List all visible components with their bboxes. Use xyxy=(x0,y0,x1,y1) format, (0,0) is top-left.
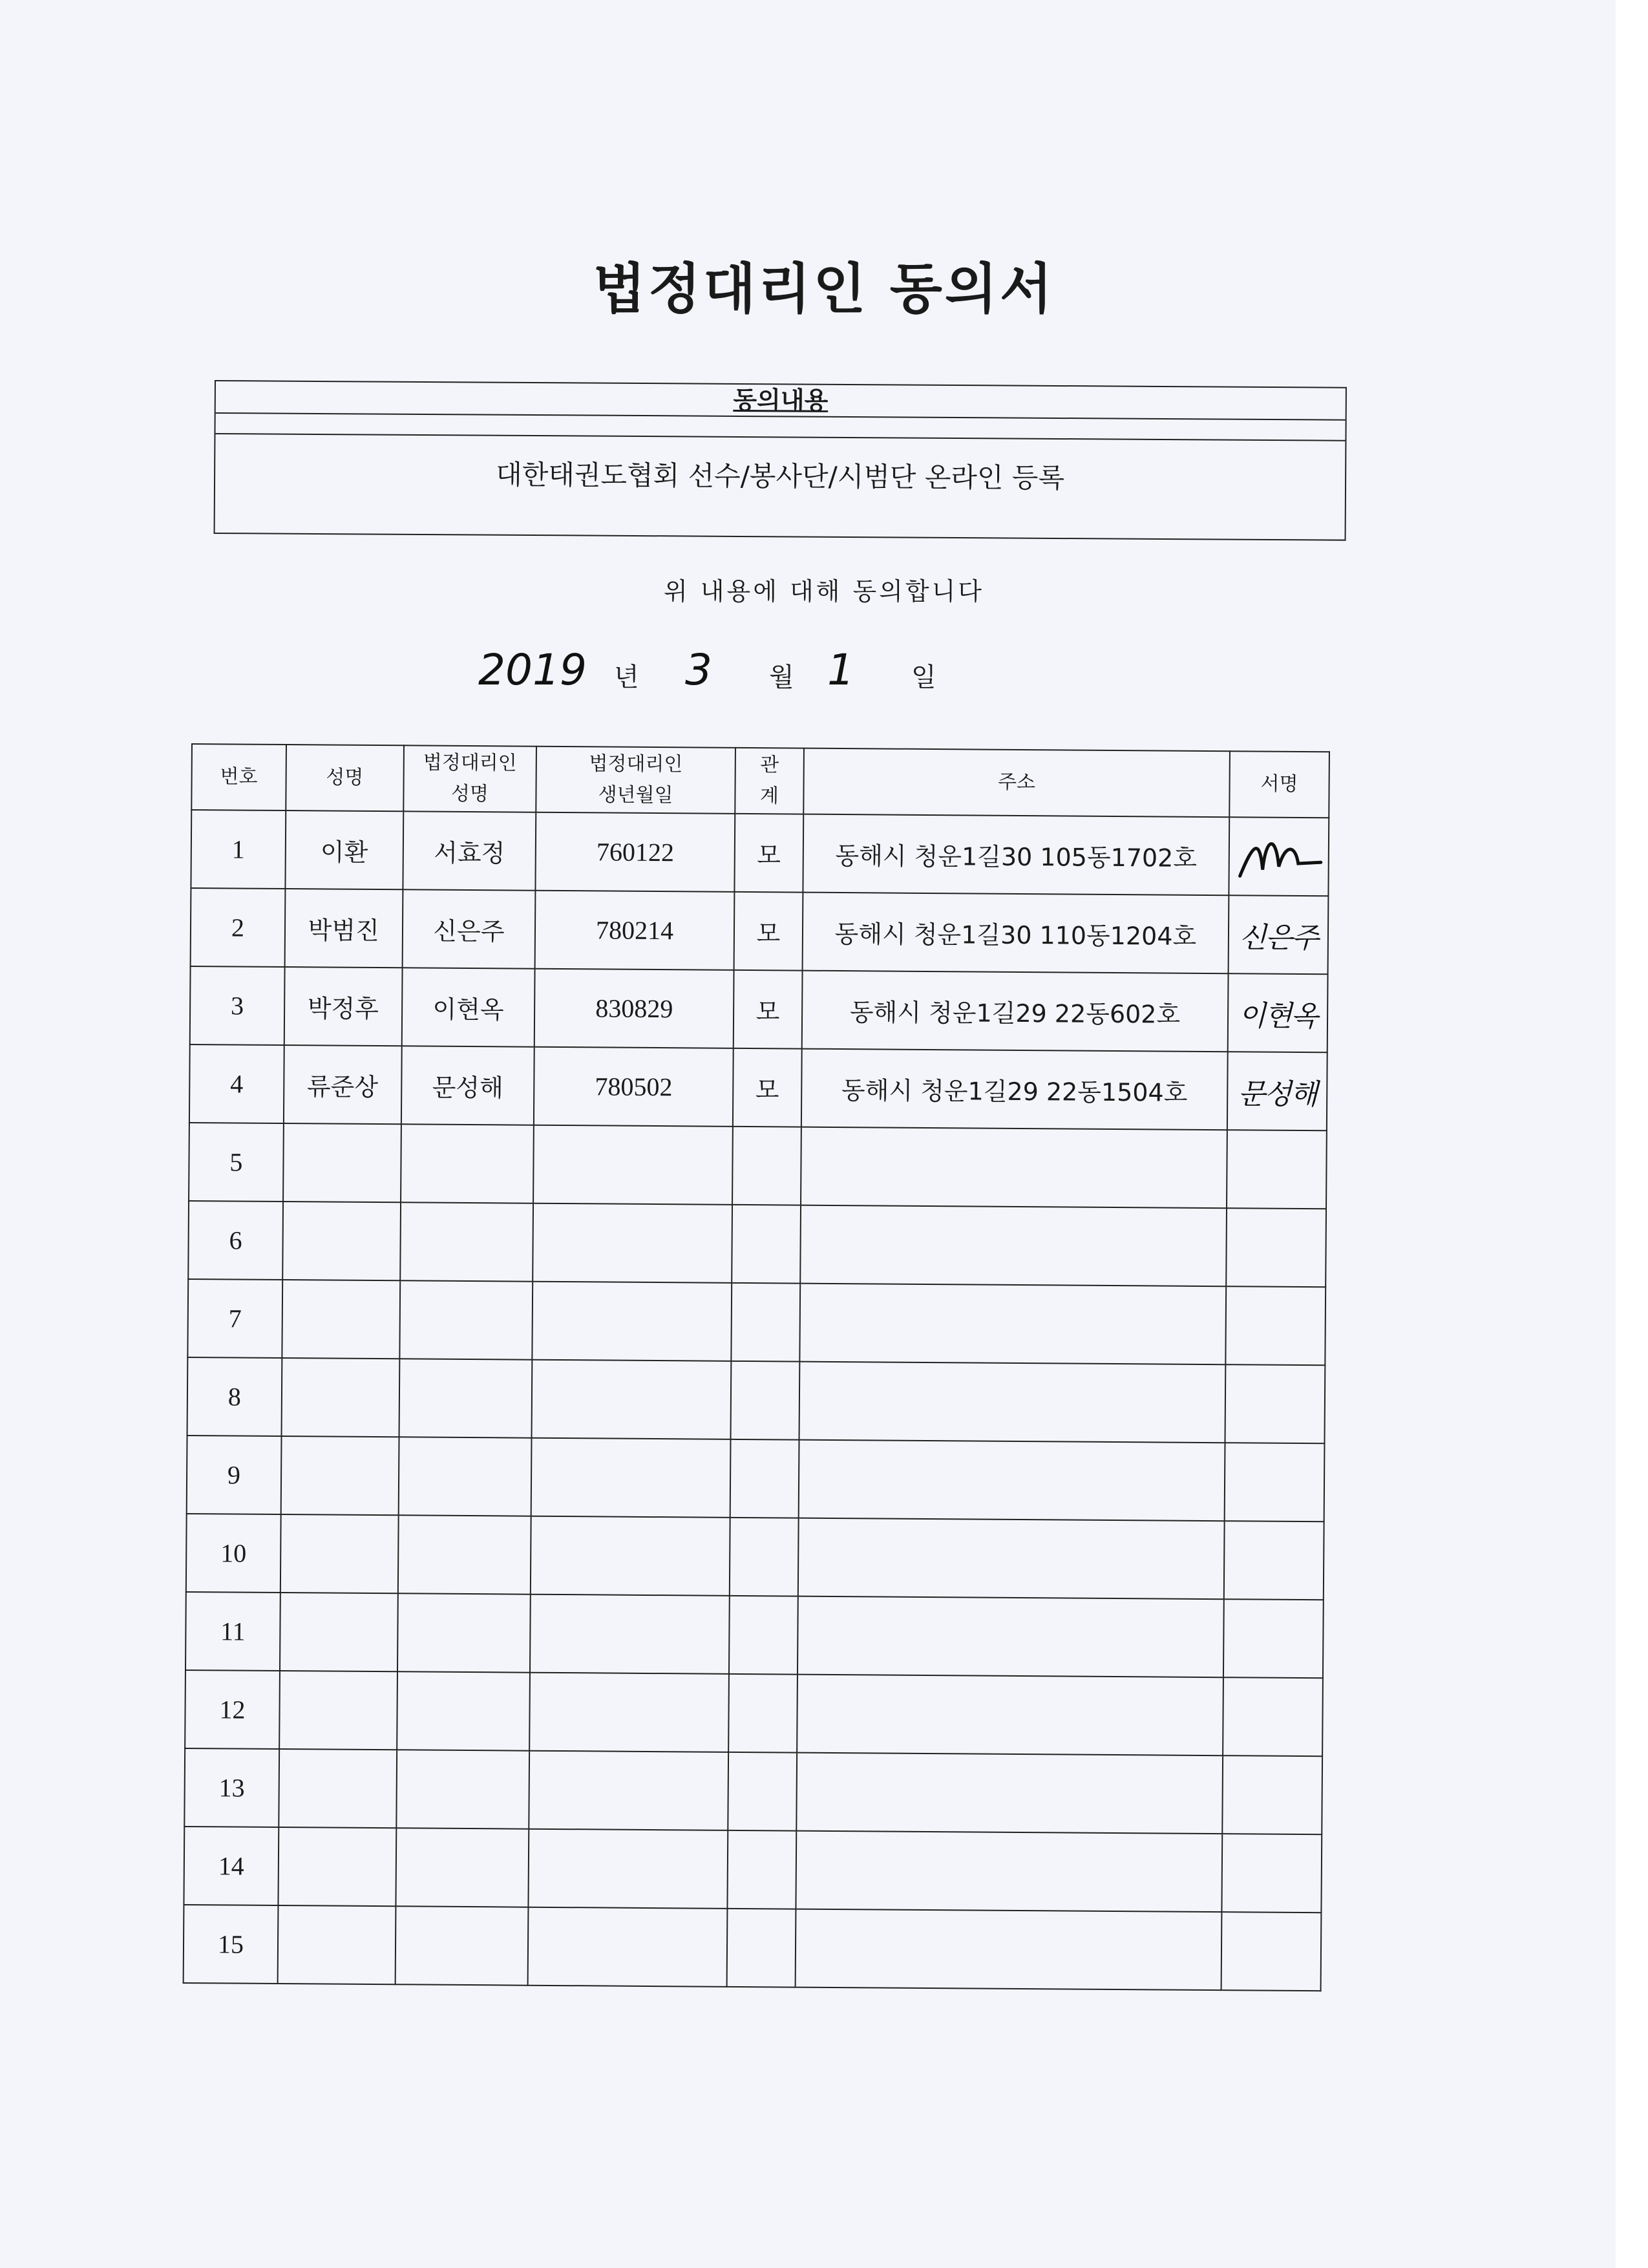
consent-heading: 동의내용 xyxy=(216,381,1346,421)
cell-signature xyxy=(1221,1912,1322,1991)
cell-address: 동해시 청운1길29 22동602호 xyxy=(802,971,1229,1052)
cell-guardian-name xyxy=(398,1437,532,1516)
cell-guardian-name xyxy=(396,1750,530,1828)
cell-relation xyxy=(728,1752,797,1831)
cell-no: 14 xyxy=(184,1827,279,1905)
cell-address xyxy=(800,1205,1227,1287)
cell-no: 8 xyxy=(187,1357,282,1436)
cell-address xyxy=(798,1596,1224,1678)
date-day-label: 일 xyxy=(911,662,936,692)
cell-address xyxy=(799,1284,1226,1365)
header-no: 번호 xyxy=(191,744,286,811)
cell-guardian-birth: 760122 xyxy=(536,812,735,892)
cell-signature xyxy=(1223,1599,1324,1678)
cell-signature: 이현옥 xyxy=(1228,973,1328,1052)
cell-name xyxy=(277,1905,396,1984)
signature-scribble xyxy=(1234,831,1325,883)
header-address: 주소 xyxy=(803,748,1230,818)
table-row xyxy=(184,1905,1322,1991)
cell-guardian-name: 서효정 xyxy=(403,811,536,890)
header-signature: 서명 xyxy=(1229,751,1329,818)
cell-relation xyxy=(727,1830,796,1909)
cell-guardian-name xyxy=(399,1280,533,1359)
cell-guardian-birth xyxy=(529,1829,728,1909)
cell-guardian-name: 문성해 xyxy=(401,1046,534,1125)
cell-guardian-name xyxy=(401,1124,534,1203)
cell-address xyxy=(796,1831,1222,1913)
cell-guardian-birth xyxy=(531,1438,731,1518)
cell-address: 동해시 청운1길30 105동1702호 xyxy=(803,814,1229,896)
cell-guardian-birth xyxy=(528,1907,728,1987)
consent-box xyxy=(214,380,1347,541)
cell-guardian-name xyxy=(400,1202,534,1281)
table-row xyxy=(191,810,1329,896)
table-row xyxy=(187,1279,1326,1365)
cell-guardian-birth xyxy=(531,1516,730,1596)
date-month: 3 xyxy=(685,645,712,695)
cell-address xyxy=(795,1909,1221,1991)
cell-relation xyxy=(732,1205,801,1284)
cell-name: 이환 xyxy=(285,811,403,889)
cell-signature xyxy=(1225,1364,1325,1443)
cell-name xyxy=(282,1280,400,1359)
cell-address xyxy=(799,1440,1225,1521)
cell-guardian-birth: 780502 xyxy=(534,1047,734,1127)
cell-guardian-birth: 830829 xyxy=(534,969,734,1048)
cell-signature: 신은주 xyxy=(1229,895,1329,974)
table-row xyxy=(189,1123,1327,1209)
cell-guardian-birth xyxy=(529,1673,729,1752)
cell-signature xyxy=(1225,1286,1326,1365)
cell-address xyxy=(796,1753,1223,1834)
cell-guardian-name xyxy=(397,1515,531,1594)
date-month-label: 월 xyxy=(769,662,794,692)
cell-address: 동해시 청운1길29 22동1504호 xyxy=(801,1049,1228,1130)
header-relation: 관 계 xyxy=(735,748,804,814)
cell-signature xyxy=(1224,1521,1324,1600)
cell-no: 15 xyxy=(184,1905,279,1984)
cell-no: 12 xyxy=(185,1670,280,1749)
cell-no: 5 xyxy=(189,1123,284,1202)
cell-relation xyxy=(728,1674,798,1753)
cell-signature: 문성해 xyxy=(1227,1052,1327,1130)
cell-no: 11 xyxy=(185,1592,280,1671)
cell-relation xyxy=(727,1909,796,1987)
table-row xyxy=(185,1592,1324,1678)
table-row xyxy=(185,1670,1323,1756)
table-row xyxy=(184,1827,1322,1913)
cell-signature xyxy=(1229,817,1329,896)
cell-guardian-birth xyxy=(533,1282,732,1361)
cell-relation: 모 xyxy=(734,892,803,971)
cell-guardian-name xyxy=(395,1906,529,1985)
cell-no: 6 xyxy=(188,1201,283,1280)
cell-no: 10 xyxy=(186,1514,281,1593)
cell-guardian-name: 신은주 xyxy=(402,889,536,968)
header-guardian-name: 법정대리인 성명 xyxy=(403,745,536,812)
cell-name xyxy=(282,1202,401,1280)
cell-guardian-birth xyxy=(533,1125,733,1205)
cell-guardian-birth xyxy=(532,1360,732,1439)
cell-name xyxy=(283,1123,401,1202)
cell-relation: 모 xyxy=(733,1048,802,1127)
cell-name: 박범진 xyxy=(284,889,403,968)
table-row xyxy=(187,1436,1325,1521)
cell-relation: 모 xyxy=(734,814,803,893)
cell-address xyxy=(799,1362,1225,1443)
cell-guardian-name: 이현옥 xyxy=(401,968,535,1046)
cell-address xyxy=(801,1127,1227,1209)
cell-no: 1 xyxy=(191,810,286,889)
cell-relation xyxy=(729,1596,798,1675)
cell-no: 4 xyxy=(189,1044,284,1123)
table-row xyxy=(191,888,1329,974)
cell-name xyxy=(281,1358,399,1437)
table-row xyxy=(189,1044,1327,1130)
cell-guardian-birth xyxy=(530,1595,730,1674)
cell-guardian-name xyxy=(396,1828,529,1907)
cell-relation xyxy=(731,1283,800,1362)
consent-content: 대한태권도협회 선수/봉사단/시범단 온라인 등록 xyxy=(496,458,1065,494)
cell-name xyxy=(280,1593,398,1671)
cell-no: 7 xyxy=(187,1279,282,1358)
header-guardian-birth: 법정대리인 생년월일 xyxy=(536,747,735,814)
cell-relation xyxy=(730,1518,799,1596)
document-title: 법정대리인 동의서 xyxy=(593,257,1055,321)
cell-signature xyxy=(1223,1677,1323,1756)
cell-address xyxy=(797,1675,1223,1756)
cell-signature xyxy=(1222,1755,1322,1834)
date-day: 1 xyxy=(827,645,854,695)
cell-guardian-name xyxy=(399,1359,533,1437)
cell-guardian-name xyxy=(397,1671,531,1750)
table-row xyxy=(187,1357,1326,1443)
table-row xyxy=(184,1748,1322,1834)
date-year: 2019 xyxy=(478,645,587,695)
cell-relation xyxy=(731,1361,800,1440)
cell-no: 3 xyxy=(190,966,285,1045)
date-year-label: 년 xyxy=(614,662,639,692)
cell-signature xyxy=(1227,1130,1327,1209)
agreement-statement: 위 내용에 대해 동의합니다 xyxy=(663,577,985,606)
table-row xyxy=(190,966,1328,1052)
cell-name xyxy=(279,1671,397,1750)
cell-name xyxy=(281,1436,399,1515)
cell-relation xyxy=(732,1127,801,1205)
cell-guardian-birth xyxy=(533,1203,733,1283)
cell-no: 9 xyxy=(187,1436,282,1514)
cell-guardian-name xyxy=(397,1593,531,1672)
cell-name: 류준상 xyxy=(284,1045,402,1124)
cell-name: 박정후 xyxy=(284,967,403,1046)
table-row xyxy=(188,1201,1326,1287)
cell-name xyxy=(279,1749,397,1828)
table-row xyxy=(186,1514,1324,1600)
cell-signature xyxy=(1221,1834,1322,1913)
cell-relation: 모 xyxy=(734,970,803,1049)
cell-address: 동해시 청운1길30 110동1204호 xyxy=(802,893,1229,974)
cell-name xyxy=(280,1514,399,1593)
cell-no: 13 xyxy=(184,1748,279,1827)
cell-relation xyxy=(730,1439,799,1518)
cell-signature xyxy=(1225,1443,1325,1521)
cell-name xyxy=(278,1827,396,1906)
cell-no: 2 xyxy=(191,888,286,967)
cell-signature xyxy=(1226,1208,1326,1287)
guardian-table xyxy=(183,743,1330,1991)
cell-guardian-birth xyxy=(529,1751,729,1830)
table-header-row xyxy=(191,744,1329,818)
cell-address xyxy=(798,1518,1225,1600)
header-name: 성명 xyxy=(286,745,403,811)
cell-guardian-birth: 780214 xyxy=(535,891,735,970)
